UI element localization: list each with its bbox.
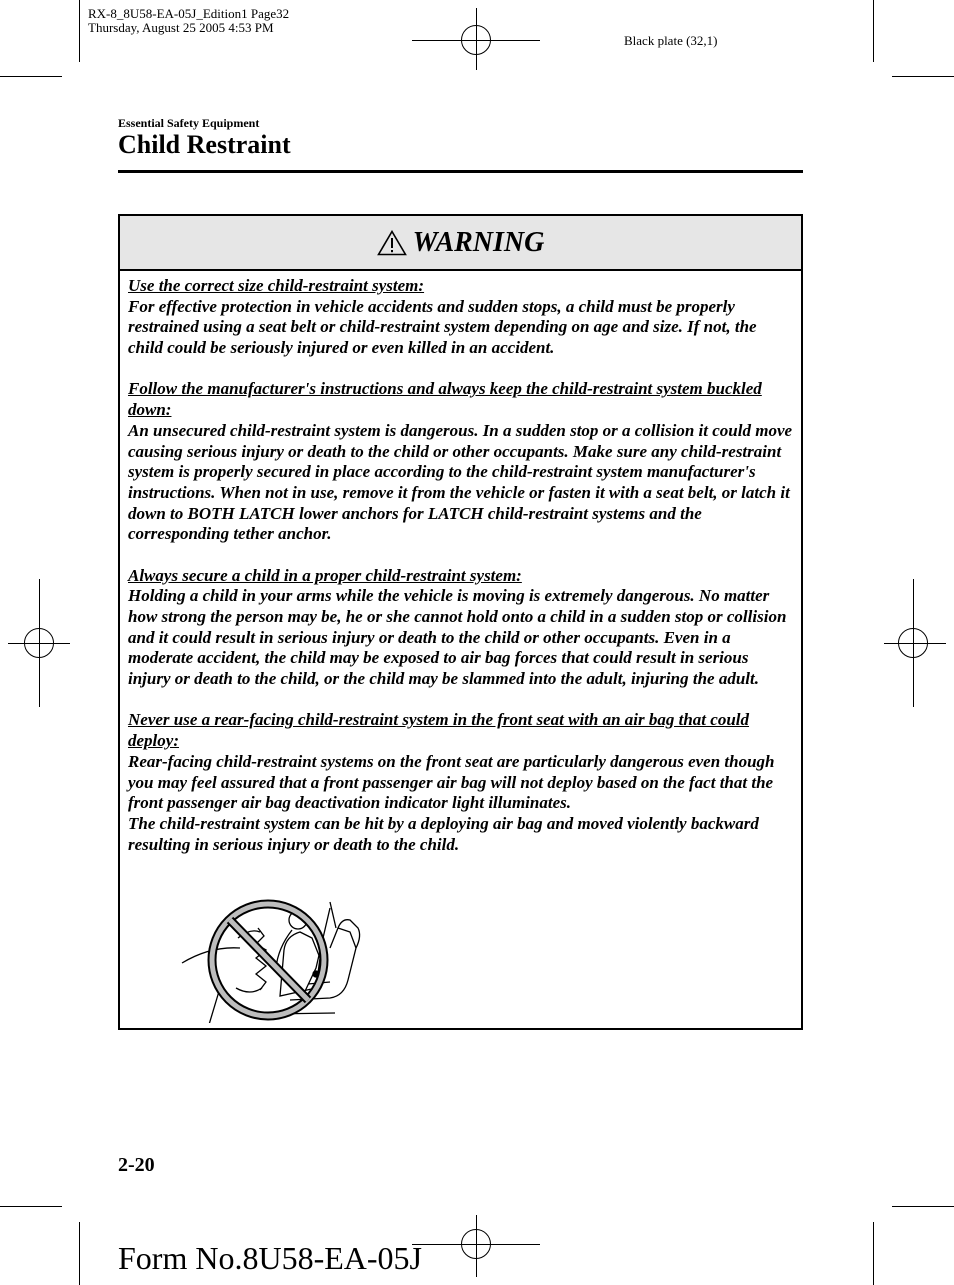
section-label: Essential Safety Equipment <box>118 116 260 130</box>
page-title: Child Restraint <box>118 130 291 159</box>
warning-heading: Always secure a child in a proper child-restraint system: <box>128 565 522 585</box>
crop-mark <box>0 76 62 77</box>
warning-body <box>128 276 794 876</box>
crop-mark <box>79 1222 80 1285</box>
warning-text: Rear-facing child-restraint systems on the front seat are particularly dangerous even though you may feel assured that a front passenger air bag will not deploy based on the fact that the front passenger air bag deactivation indicator light illuminates. <box>128 751 775 813</box>
warning-paragraph <box>128 566 794 690</box>
plate-label: Black plate (32,1) <box>624 33 718 48</box>
warning-text: An unsecured child-restraint system is dangerous. In a sudden stop or a collision it could move causing serious injury or death to the child or other occupants. Make sure any child-restraint system is properly secured in place according to the child-restraint system manufacturer's instructions. When not in use, remove it from the vehicle or fasten it with a seat belt, or latch it down to BOTH LATCH lower anchors for LATCH child-restraint systems and the corresponding tether anchor. <box>128 420 793 544</box>
warning-heading: Follow the manufacturer's instructions and always keep the child-restraint system buckled down: <box>128 379 762 420</box>
crop-mark <box>873 1222 874 1285</box>
crop-mark <box>79 0 80 62</box>
warning-paragraph <box>128 710 794 855</box>
warning-heading: Use the correct size child-restraint system: <box>128 276 425 295</box>
slug-line-2: Thursday, August 25 2005 4:53 PM <box>88 20 274 35</box>
crop-mark <box>0 1206 62 1207</box>
slug-line-1: RX-8_8U58-EA-05J_Edition1 Page32 <box>88 6 290 21</box>
prohibited-rear-facing-seat-airbag-icon <box>180 888 380 1023</box>
warning-header <box>120 216 801 271</box>
print-slug <box>88 7 289 35</box>
warning-triangle-icon <box>377 230 407 256</box>
warning-text: Holding a child in your arms while the vehicle is moving is extremely dangerous. No matter how strong the person may be, he or she cannot hold onto a child in a sudden stop or collision and it could result in serious injury or death to the child or other occupants. Even in a moderate accident, the child may be exposed to air bag forces that could result in serious injury or death to the child, or the child may be slammed into the adult, injuring the adult. <box>128 586 787 689</box>
warning-paragraph <box>128 379 794 545</box>
warning-paragraph <box>128 276 794 359</box>
warning-heading: Never use a rear-facing child-restraint system in the front seat with an air bag that could deploy: <box>128 710 750 751</box>
title-rule <box>118 170 803 173</box>
crop-mark <box>892 76 954 77</box>
page-number: 2-20 <box>118 1154 155 1176</box>
form-number: Form No.8U58-EA-05J <box>118 1240 422 1276</box>
warning-box <box>118 214 803 1030</box>
crop-mark <box>873 0 874 62</box>
warning-title: WARNING <box>412 226 545 258</box>
crop-mark <box>892 1206 954 1207</box>
warning-text: For effective protection in vehicle accidents and sudden stops, a child must be properly restrained using a seat belt or child-restraint system depending on age and size. If not, the child could be seriously injured or even killed in an accident. <box>128 296 757 358</box>
warning-text: The child-restraint system can be hit by a deploying air bag and moved violently backward resulting in serious injury or death to the child. <box>128 813 759 854</box>
